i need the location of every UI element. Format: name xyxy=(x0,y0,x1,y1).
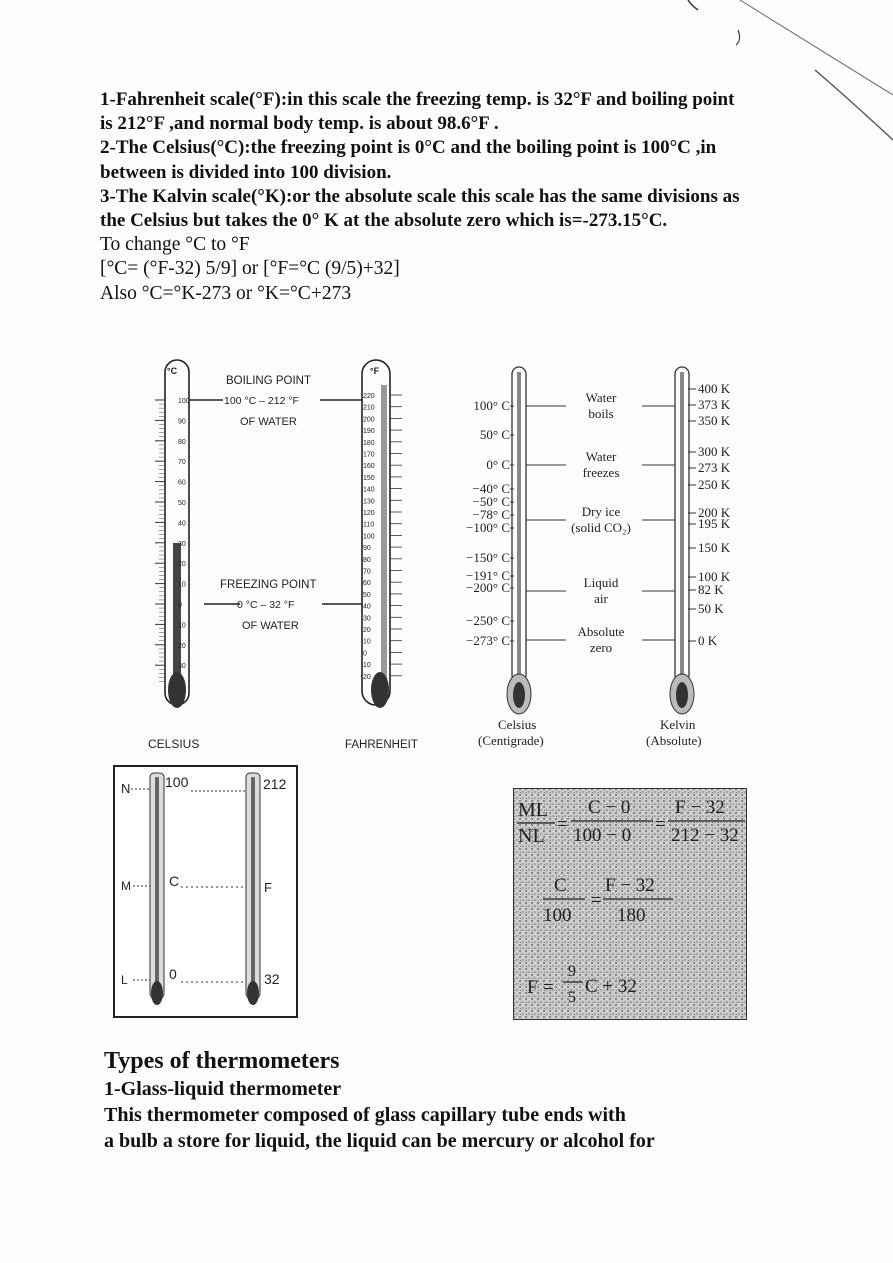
kelvin-caption: Kelvin xyxy=(660,717,696,732)
event-label-line2: (solid CO₂) xyxy=(571,520,631,535)
absolute-caption: (Absolute) xyxy=(646,733,702,748)
event-label-line1: Water xyxy=(585,390,617,405)
kelvin-temp-label: 82 K xyxy=(698,582,724,597)
event-label-line2: zero xyxy=(589,640,613,655)
kelvin-temp-label: 373 K xyxy=(698,397,731,412)
event-labels xyxy=(526,390,675,655)
kelvin-temp-label: 195 K xyxy=(698,516,731,531)
kelvin-labels xyxy=(688,381,731,648)
equals-1: = xyxy=(557,814,568,835)
f-variable: F xyxy=(527,977,538,998)
denominator-180: 212 − 32 xyxy=(671,825,739,846)
f-minus-32: F − 32 xyxy=(675,797,725,818)
kelvin-temp-label: 200 K xyxy=(698,505,731,520)
conversion-heading: To change °C to °F xyxy=(100,234,250,256)
c-plus-32: C + 32 xyxy=(585,976,637,997)
fahrenheit-tick-label: 170 xyxy=(363,451,375,459)
celsius-tick-label: 50 xyxy=(178,500,186,507)
celsius-labels xyxy=(466,398,514,648)
event-label-line2: air xyxy=(594,591,608,606)
f32-label: 32 xyxy=(264,971,280,987)
kelvin-temp-label: 400 K xyxy=(698,381,731,396)
celsius-kelvin-figure xyxy=(430,362,760,752)
celsius-tick-label: 80 xyxy=(178,438,186,446)
fahrenheit-tick-label: 120 xyxy=(363,510,375,517)
fahrenheit-tick-label: 50 xyxy=(363,591,371,599)
kelvin-temp-label: 300 K xyxy=(698,444,731,459)
ml-label: ML xyxy=(518,799,548,821)
celsius-tick-label: 30 xyxy=(178,663,186,671)
fahrenheit-tick-label: 60 xyxy=(363,580,371,588)
fahrenheit-caption: FAHRENHEIT xyxy=(345,739,418,751)
conversion-formula-1: [°C= (°F-32) 5/9] or [°F=°C (9/5)+32] xyxy=(100,258,400,280)
fahrenheit-tick-label: 10 xyxy=(363,662,371,670)
fahrenheit-paragraph: 1-Fahrenheit scale(°F):in this scale the freezing temp. is 32°F and boiling point is 212°F ,and normal body temp. is about 98.6°F . xyxy=(100,89,735,135)
kelvin-temp-label: 0 K xyxy=(698,633,718,648)
nl-label: NL xyxy=(518,825,545,847)
event-label-line1: Liquid xyxy=(583,575,619,590)
celsius-caption-2: Celsius xyxy=(498,717,537,732)
event-label-line2: boils xyxy=(588,406,614,421)
fahrenheit-tick-label: 100 xyxy=(363,533,375,541)
celsius-bulb xyxy=(168,672,186,708)
fahrenheit-tick-label: 210 xyxy=(363,404,375,412)
f212-label: 212 xyxy=(263,776,287,792)
c-minus-0: C − 0 xyxy=(588,797,631,818)
kelvin-temp-label: 50 K xyxy=(698,601,724,616)
equals-2: = xyxy=(655,814,666,835)
formula-box xyxy=(513,788,747,1020)
fahrenheit-tick-label: 20 xyxy=(363,627,371,634)
fahrenheit-tick-label: 110 xyxy=(363,521,375,529)
fahrenheit-unit: °F xyxy=(370,366,380,376)
celsius-paragraph: 2-The Celsius(°C):the freezing point is 0°C and the boiling point is 100°C ,in between is divided into 100 division. xyxy=(100,137,717,183)
celsius-unit: °C xyxy=(167,366,178,376)
celsius-tick-label: 0 xyxy=(178,602,182,609)
boiling-value: 100 °C – 212 °F xyxy=(224,395,299,407)
fahrenheit-tick-label: 180 xyxy=(363,439,375,447)
kelvin-temp-label: 100 K xyxy=(698,569,731,584)
celsius-temp-label: −191° C xyxy=(466,568,510,583)
f-minus-32-b: F − 32 xyxy=(605,875,655,896)
freezing-sub: OF WATER xyxy=(242,620,299,632)
event-label-line1: Dry ice xyxy=(581,504,621,519)
kelvin-temp-label: 150 K xyxy=(698,540,731,555)
types-line-1: This thermometer composed of glass capillary tube ends with xyxy=(104,1104,626,1126)
celsius-tick-label: 100 xyxy=(178,398,190,405)
fahrenheit-tick-label: 10 xyxy=(363,638,371,646)
event-label-line1: Absolute xyxy=(577,624,625,639)
celsius-temp-label: −40° C xyxy=(472,481,510,496)
fahrenheit-tick-label: 20 xyxy=(363,673,371,681)
freezing-value: 0 °C – 32 °F xyxy=(237,599,295,611)
denominator-100: 100 − 0 xyxy=(573,825,632,846)
celsius-tick-label: 10 xyxy=(178,581,186,589)
celsius-temp-label: −100° C xyxy=(466,520,510,535)
celsius-tick-label: 40 xyxy=(178,520,186,528)
freezing-title: FREEZING POINT xyxy=(220,579,317,591)
celsius-caption: CELSIUS xyxy=(148,737,200,751)
celsius-temp-label: −78° C xyxy=(472,507,510,522)
boiling-title: BOILING POINT xyxy=(226,375,311,387)
c-label: C xyxy=(169,873,180,889)
kelvin-temp-label: 250 K xyxy=(698,477,731,492)
celsius-temp-label: −273° C xyxy=(466,633,510,648)
fahrenheit-tick-label: 190 xyxy=(363,428,375,436)
fahrenheit-tick-label: 30 xyxy=(363,615,371,623)
kelvin-temp-label: 273 K xyxy=(698,460,731,475)
fahrenheit-tick-label: 90 xyxy=(363,545,371,553)
celsius-temp-label: −250° C xyxy=(466,613,510,628)
five: 5 xyxy=(568,989,576,1006)
celsius-tick-label: 70 xyxy=(178,459,186,467)
conversion-formula-2: Also °C=°K-273 or °K=°C+273 xyxy=(100,282,352,304)
celsius-ticks xyxy=(155,398,190,682)
celsius-fahrenheit-figure xyxy=(140,355,440,755)
types-heading: Types of thermometers xyxy=(104,1048,340,1074)
event-label-line2: freezes xyxy=(582,465,620,480)
event-label-line1: Water xyxy=(585,449,617,464)
boiling-sub: OF WATER xyxy=(240,416,297,428)
fahrenheit-tick-label: 140 xyxy=(363,486,375,494)
hundred: 100 xyxy=(543,905,572,926)
f-label: F xyxy=(264,880,272,895)
celsius-temp-label: 100° C xyxy=(473,398,510,413)
celsius-temp-label: −150° C xyxy=(466,550,510,565)
celsius-tick-label: 10 xyxy=(178,622,186,630)
fahrenheit-tick-label: 0 xyxy=(363,650,367,658)
celsius-temp-label: 0° C xyxy=(486,457,510,472)
c-numerator: C xyxy=(554,875,567,896)
celsius-tick-label: 90 xyxy=(178,418,186,426)
equals-3: = xyxy=(591,890,602,911)
fahrenheit-tick-label: 80 xyxy=(363,556,371,564)
fahrenheit-tick-label: 130 xyxy=(363,498,375,506)
celsius-temp-label: −50° C xyxy=(472,494,510,509)
fahrenheit-tick-label: 200 xyxy=(363,416,375,424)
intro-text xyxy=(100,88,750,306)
centigrade-caption: (Centigrade) xyxy=(478,733,544,748)
c100-label: 100 xyxy=(165,774,189,790)
celsius-temp-label: −200° C xyxy=(466,580,510,595)
types-section xyxy=(104,1046,804,1154)
nine: 9 xyxy=(568,963,576,980)
celsius-tick-label: 20 xyxy=(178,642,186,650)
m-label: M xyxy=(121,879,131,893)
comparison-figure xyxy=(113,765,299,1020)
l-label: L xyxy=(121,973,128,987)
celsius-temp-label: 50° C xyxy=(479,427,510,442)
fahrenheit-tick-label: 150 xyxy=(363,474,375,482)
kelvin-paragraph: 3-The Kalvin scale(°K):or the absolute scale this scale has the same divisions as the Celsius but takes the 0° K at the absolute zero which is=-273.15°C. xyxy=(100,185,740,232)
fahrenheit-tick-label: 160 xyxy=(363,463,375,471)
one-eighty: 180 xyxy=(617,905,646,926)
fahrenheit-tick-label: 220 xyxy=(363,393,375,400)
fahrenheit-bulb xyxy=(371,672,389,708)
equals-4: = xyxy=(543,977,554,998)
celsius-tick-label: 60 xyxy=(178,479,186,487)
types-subheading: 1-Glass-liquid thermometer xyxy=(104,1078,342,1100)
n-label: N xyxy=(121,781,131,796)
celsius-tick-label: 30 xyxy=(178,540,186,548)
celsius-tick-label: 20 xyxy=(178,561,186,569)
kelvin-temp-label: 350 K xyxy=(698,413,731,428)
fahrenheit-tick-label: 40 xyxy=(363,603,371,611)
c0-label: 0 xyxy=(169,966,177,982)
fahrenheit-tick-label: 70 xyxy=(363,568,371,576)
types-line-2: a bulb a store for liquid, the liquid can be mercury or alcohol for xyxy=(104,1130,655,1152)
